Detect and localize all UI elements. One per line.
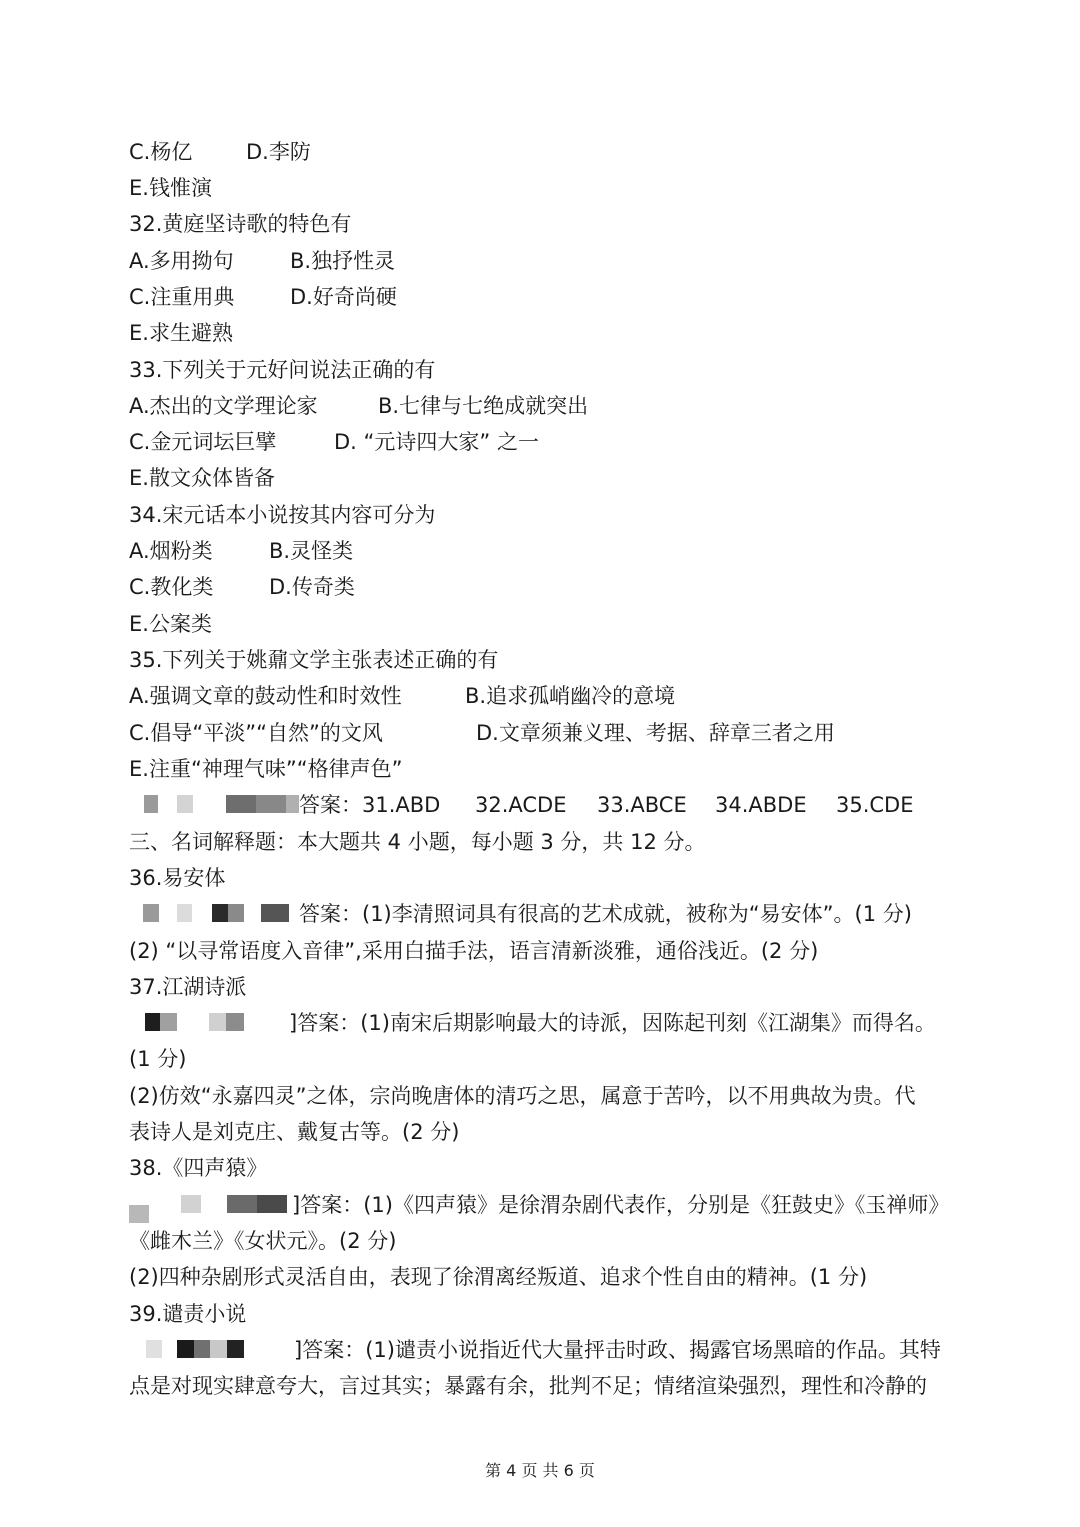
option-line [129, 137, 311, 167]
question-36: 36.易安体 [129, 866, 226, 890]
option-d: D.李防 [246, 140, 311, 164]
question-34: 34.宋元话本小说按其内容可分为 [129, 503, 436, 527]
option-d: D.好奇尚硬 [290, 285, 397, 309]
option-b: B.灵怪类 [269, 539, 354, 563]
redaction-mosaic [129, 1193, 292, 1215]
option-d: D. “元诗四大家” 之一 [334, 430, 539, 454]
option-line: E.散文众体皆备 [129, 466, 275, 490]
page-number: 第 4 页 共 6 页 [485, 1461, 595, 1480]
option-c: C.注重用典 [129, 285, 235, 309]
answer-line: 表诗人是刘克庄、戴复古等。(2 分) [129, 1120, 460, 1144]
answer-line [129, 1008, 936, 1038]
answer-33: 33.ABCE [597, 793, 687, 817]
option-line [129, 536, 354, 566]
answer-line: 《雌木兰》《女状元》。(2 分) [129, 1229, 397, 1253]
option-line [129, 427, 539, 457]
answer-text: ]答案：(1)谴责小说指近代大量抨击时政、揭露官场黑暗的作品。其特 [294, 1338, 941, 1362]
option-d: D.文章须兼义理、考据、辞章三者之用 [476, 721, 835, 745]
answer-line [129, 899, 912, 929]
redaction-mosaic [129, 902, 299, 924]
page-footer [0, 1458, 1080, 1484]
option-a: A.烟粉类 [129, 539, 213, 563]
option-line: E.公案类 [129, 612, 212, 636]
answer-line: (2)仿效“永嘉四灵”之体，宗尚晚唐体的清巧之思，属意于苦吟，以不用典故为贵。代 [129, 1084, 916, 1108]
option-a: A.多用拗句 [129, 249, 234, 273]
option-b: B.追求孤峭幽冷的意境 [465, 684, 676, 708]
answer-line: (1 分) [129, 1047, 187, 1071]
redaction-mosaic [129, 793, 299, 815]
question-38: 38.《四声猿》 [129, 1156, 268, 1180]
redaction-mosaic [129, 1011, 289, 1033]
option-d: D.传奇类 [269, 575, 355, 599]
question-35: 35.下列关于姚鼐文学主张表述正确的有 [129, 648, 499, 672]
question-32: 32.黄庭坚诗歌的特色有 [129, 212, 352, 236]
option-a: A.强调文章的鼓动性和时效性 [129, 684, 402, 708]
option-c: C.杨亿 [129, 140, 193, 164]
answer-line [129, 1335, 941, 1365]
answer-text: 答案：(1)李清照词具有很高的艺术成就，被称为“易安体”。(1 分) [299, 902, 912, 926]
answer-line: 点是对现实肆意夸大，言过其实；暴露有余，批判不足；情绪渲染强烈，理性和冷静的 [129, 1374, 927, 1398]
option-line [129, 718, 835, 748]
option-line [129, 681, 676, 711]
answer-text: 答案：31.ABD [299, 793, 441, 817]
answer-32: 32.ACDE [475, 793, 567, 817]
answer-text: ]答案：(1)《四声猿》是徐渭杂剧代表作，分别是《狂鼓史》《玉禅师》 [292, 1193, 950, 1217]
option-line [129, 391, 589, 421]
answer-35: 35.CDE [836, 793, 914, 817]
option-line [129, 282, 397, 312]
option-line [129, 246, 396, 276]
question-37: 37.江湖诗派 [129, 975, 247, 999]
redaction-mosaic [129, 1338, 294, 1360]
option-b: B.独抒性灵 [290, 249, 396, 273]
option-b: B.七律与七绝成就突出 [378, 394, 589, 418]
answer-text: ]答案：(1)南宋后期影响最大的诗派，因陈起刊刻《江湖集》而得名。 [289, 1011, 936, 1035]
answer-line: (2)四种杂剧形式灵活自由，表现了徐渭离经叛道、追求个性自由的精神。(1 分) [129, 1265, 868, 1289]
question-33: 33.下列关于元好问说法正确的有 [129, 358, 436, 382]
option-line: E.钱惟演 [129, 176, 212, 200]
answer-line [129, 1190, 949, 1220]
option-line [129, 572, 355, 602]
option-line: E.注重“神理气味”“格律声色” [129, 757, 403, 781]
option-c: C.教化类 [129, 575, 214, 599]
question-39: 39.谴责小说 [129, 1302, 247, 1326]
option-c: C.金元词坛巨擘 [129, 430, 277, 454]
option-c: C.倡导“平淡”“自然”的文风 [129, 721, 383, 745]
answer-line: (2) “以寻常语度入音律”,采用白描手法，语言清新淡雅，通俗浅近。(2 分) [129, 939, 819, 963]
answer-34: 34.ABDE [715, 793, 807, 817]
section-heading: 三、名词解释题：本大题共 4 小题，每小题 3 分，共 12 分。 [129, 830, 706, 854]
answer-line [129, 790, 914, 820]
option-line: E.求生避熟 [129, 321, 233, 345]
option-a: A.杰出的文学理论家 [129, 394, 318, 418]
